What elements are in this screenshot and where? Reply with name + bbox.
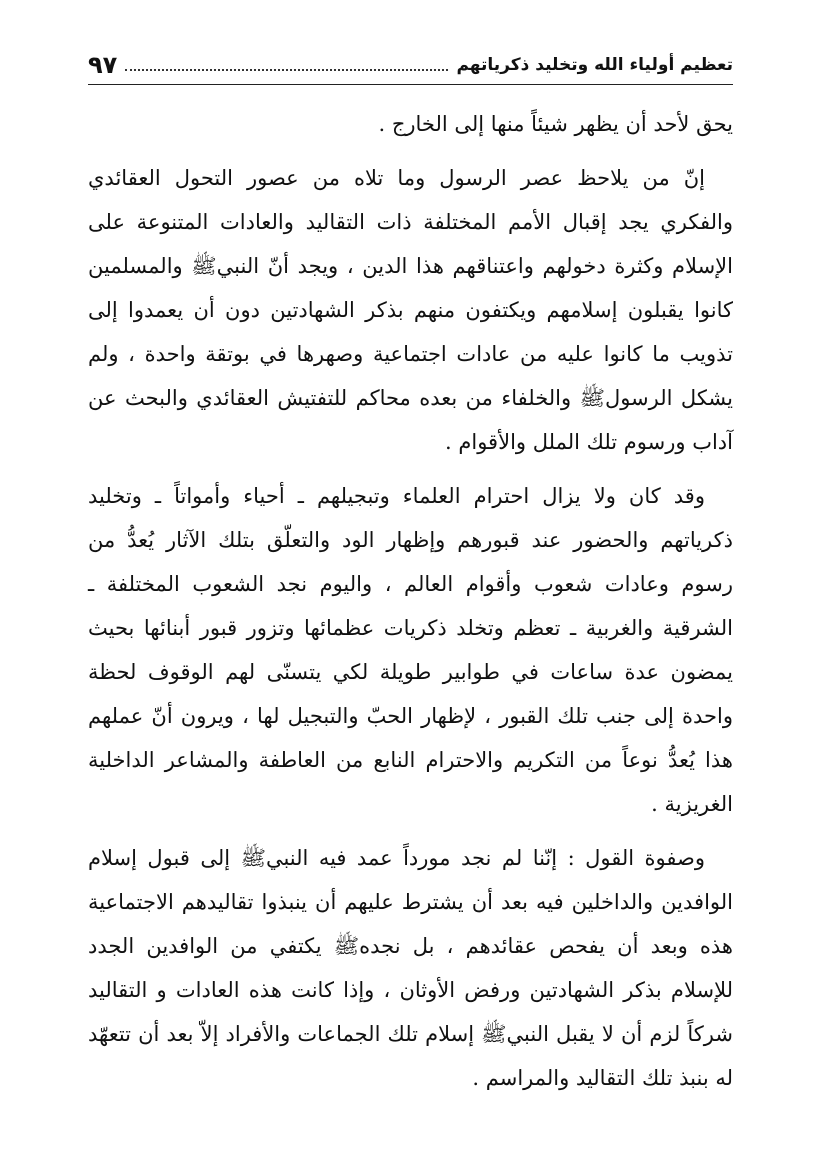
paragraph-continuation: يحق لأحد أن يظهر شيئاً منها إلى الخارج .	[378, 112, 733, 136]
header-divider	[88, 84, 733, 85]
header-dot-leader	[125, 59, 448, 71]
paragraph: وصفوة القول : إنّنا لم نجد مورداً عمد فيه النبيﷺ إلى قبول إسلام الوافدين والداخلين فيه بعد أن يشترط عليهم أن ينبذوا تقاليدهم الاجتماعية هذه وبعد أن يفحص عقائدهم ، بل نجدهﷺ يكتفي من الوافدين الجدد للإسلام بذكر الشهادتين ورفض الأوثان ، وإذا كانت هذه العادات و التقاليد شركاً لزم أن لا يقبل النبيﷺ إسلام تلك الجماعات والأفراد إلاّ بعد أن تتعهّد له بنبذ تلك التقاليد والمراسم .	[88, 846, 733, 1090]
paragraph: وقد كان ولا يزال احترام العلماء وتبجيلهم ـ أحياء وأمواتاً ـ وتخليد ذكرياتهم والحضور عند قبورهم وإظهار الود والتعلّق بتلك الآثار يُعدُّ من رسوم وعادات شعوب وأقوام العالم ، واليوم نجد الشعوب المختلفة ـ الشرقية والغربية ـ تعظم وتخلد ذكريات عظمائها وتزور قبور أبنائها بحيث يمضون عدة ساعات في طوابير طويلة لكي يتسنّى لهم الوقوف لحظة واحدة إلى جنب تلك القبور ، لإظهار الحبّ والتبجيل لها ، ويرون أنّ عملهم هذا يُعدُّ نوعاً من التكريم والاحترام النابع من العاطفة والمشاعر الداخلية الغريزية .	[88, 484, 733, 816]
page-header	[88, 50, 733, 80]
paragraph: إنّ من يلاحظ عصر الرسول وما تلاه من عصور التحول العقائدي والفكري يجد إقبال الأمم المختلفة ذات التقاليد والعادات المتنوعة على الإسلام وكثرة دخولهم واعتناقهم هذا الدين ، ويجد أنّ النبيﷺ والمسلمين كانوا يقبلون إسلامهم ويكتفون منهم بذكر الشهادتين دون أن يعمدوا إلى تذويب ما كانوا عليه من عادات اجتماعية وصهرها في بوتقة واحدة ، ولم يشكل الرسولﷺ والخلفاء من بعده محاكم للتفتيش العقائدي والبحث عن آداب ورسوم تلك الملل والأقوام .	[88, 166, 733, 454]
body-text	[88, 102, 733, 1110]
page-number: ٩٧	[88, 51, 118, 79]
running-title: تعظيم أولياء الله وتخليد ذكرياتهم	[456, 55, 733, 75]
